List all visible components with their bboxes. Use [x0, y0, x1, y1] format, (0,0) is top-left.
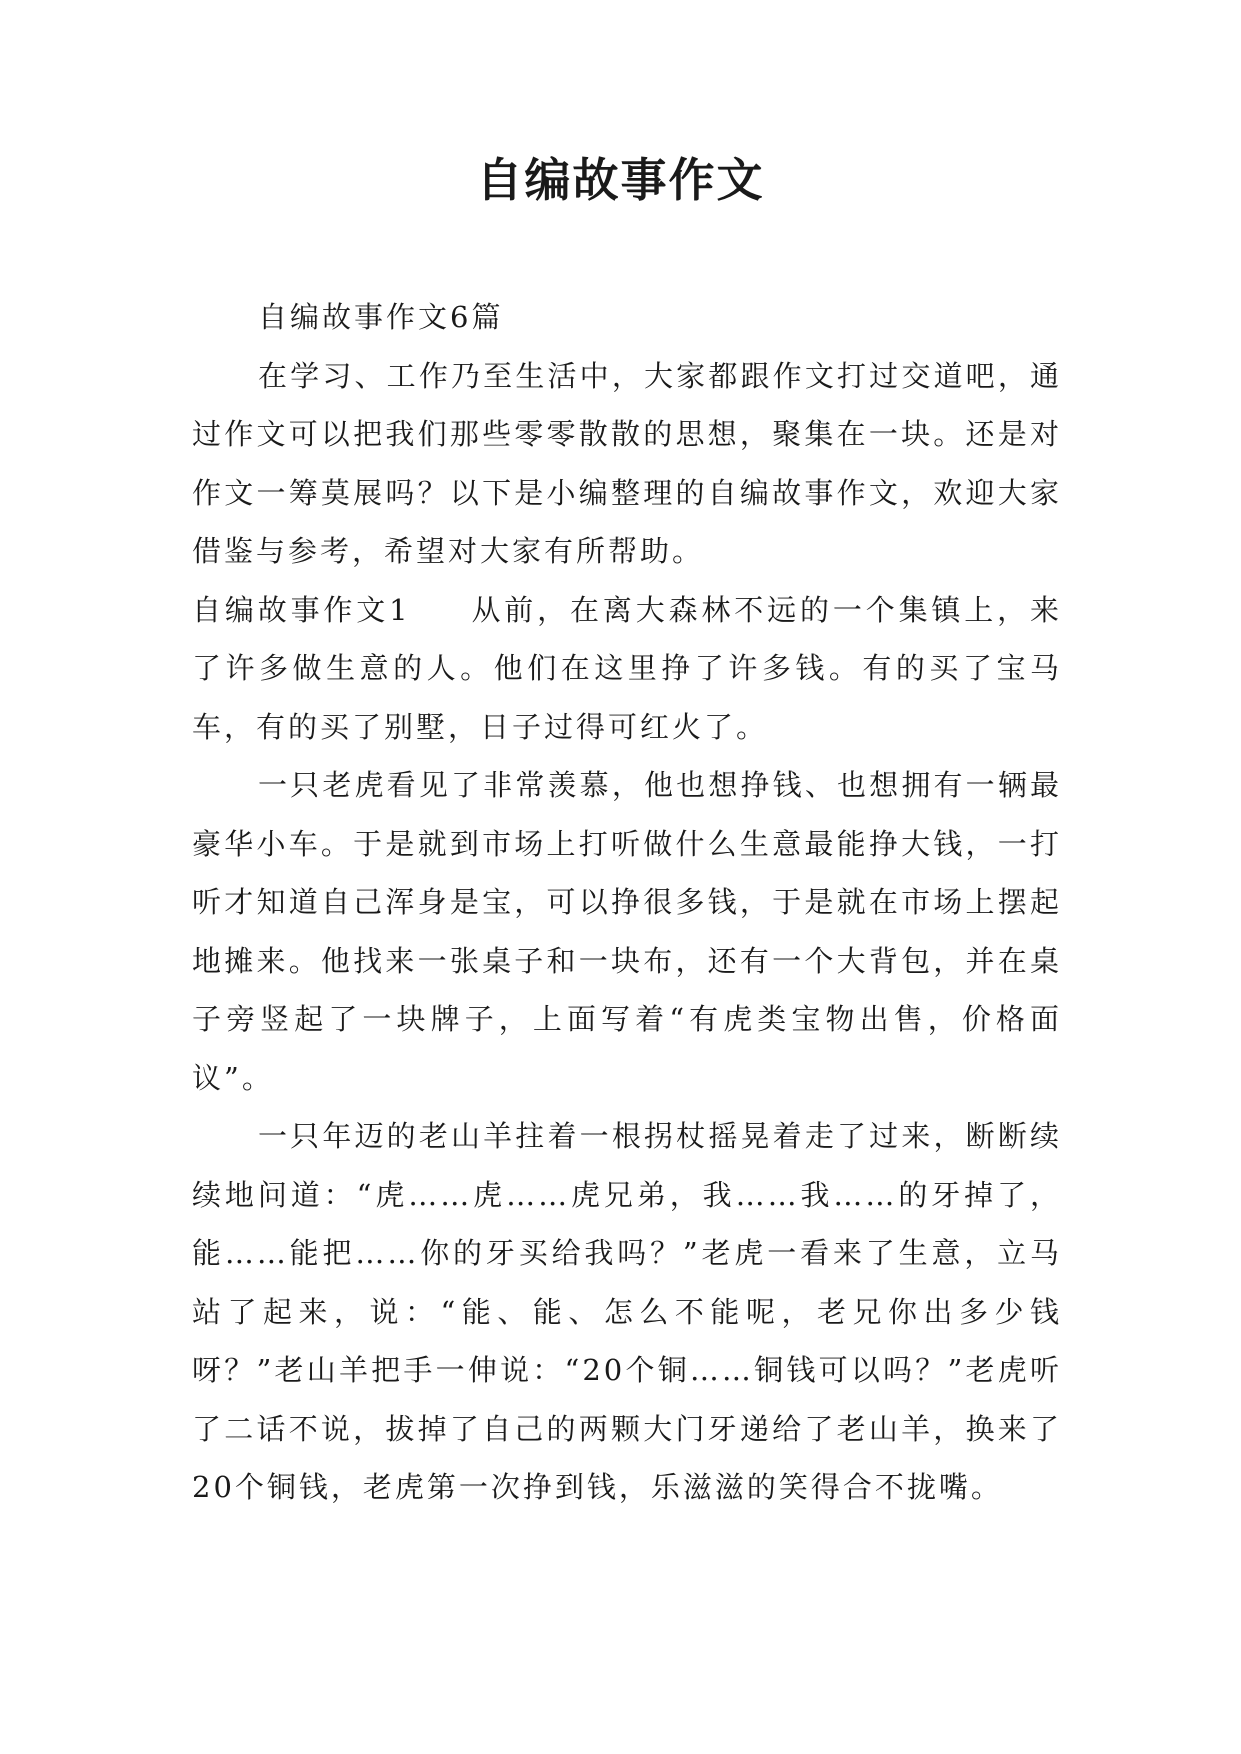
document-title: 自编故事作文: [476, 153, 765, 207]
story1-paragraph: [192, 581, 1062, 757]
intro-paragraph: 在学习、工作乃至生活中，大家都跟作文打过交道吧，通过作文可以把我们那些零零散散的思想，聚集在一块。还是对作文一筹莫展吗？以下是小编整理的自编故事作文，欢迎大家借鉴与参考，希望对大家有所帮助。: [192, 358, 1062, 568]
document-body: [192, 288, 1062, 1517]
subtitle: 自编故事作文6篇: [258, 300, 504, 334]
paragraph-2: 一只老虎看见了非常羡慕，他也想挣钱、也想拥有一辆最豪华小车。于是就到市场上打听做什么生意最能挣大钱，一打听才知道自己浑身是宝，可以挣很多钱，于是就在市场上摆起地摊来。他找来一张桌子和一块布，还有一个大背包，并在桌子旁竖起了一块牌子，上面写着“有虎类宝物出售，价格面议”。: [192, 768, 1062, 1095]
story1-heading: 自编故事作文1: [192, 592, 411, 627]
paragraph-3: 一只年迈的老山羊拄着一根拐杖摇晃着走了过来，断断续续地问道：“虎……虎……虎兄弟，我……我……的牙掉了，能……能把……你的牙买给我吗？”老虎一看来了生意，立马站了起来，说：“能、能、怎么不能呢，老兄你出多少钱呀？”老山羊把手一伸说：“20个铜……铜钱可以吗？”老虎听了二话不说，拔掉了自己的两颗大门牙递给了老山羊，换来了20个铜钱，老虎第一次挣到钱，乐滋滋的笑得合不拢嘴。: [192, 1119, 1062, 1504]
story1-first-paragraph: 从前，在离大森林不远的一个集镇上，来了许多做生意的人。他们在这里挣了许多钱。有的买了宝马车，有的买了别墅，日子过得可红火了。: [192, 592, 1062, 744]
